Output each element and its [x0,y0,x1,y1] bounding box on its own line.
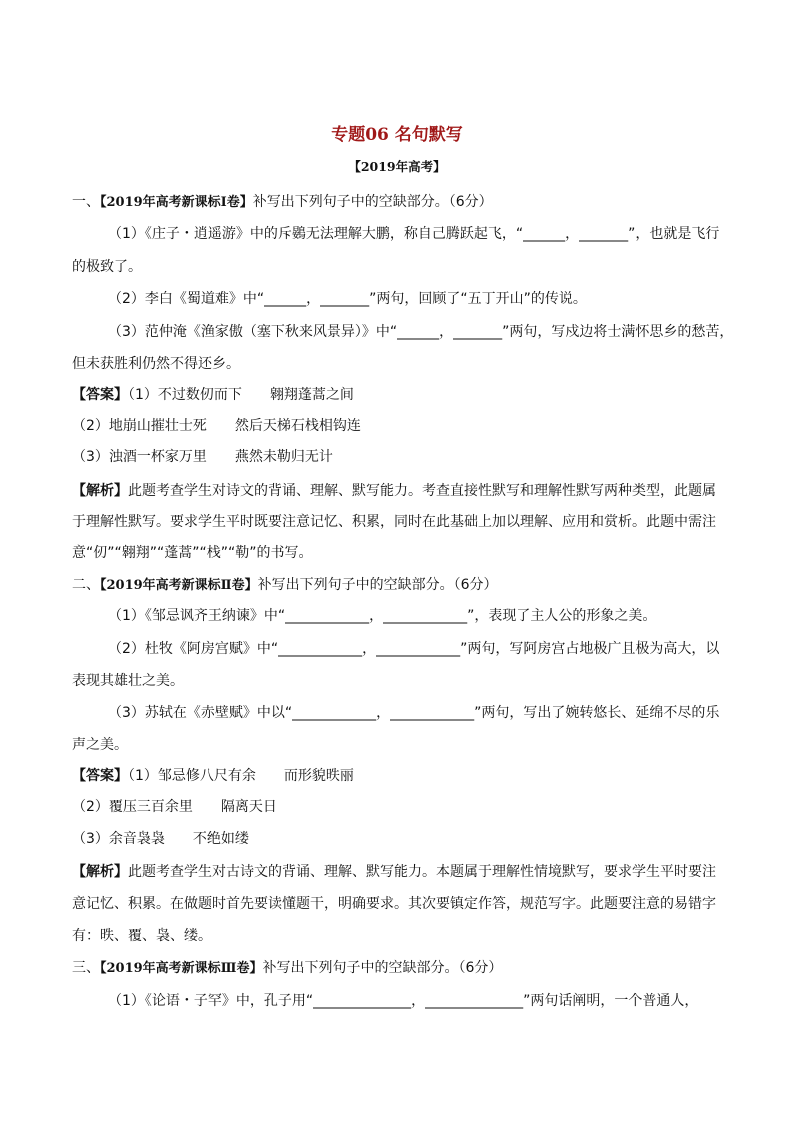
answer-line: （2）覆压三百余里 隔离天日 [72,799,277,815]
question-heading-3: 三、【2019年高考新课标Ⅲ卷】补写出下列句子中的空缺部分。（6分） [72,960,503,976]
analysis-line: 于理解性默写。要求学生平时既要注意记忆、积累，同时在此基础上加以理解、应用和赏析。此题中需注 [72,514,716,530]
answer-line: （2）地崩山摧壮士死 然后天梯石栈相钩连 [72,418,361,434]
analysis-label: 【解析】 [72,864,128,880]
question-item: （1）《邹忌讽齐王纳谏》中“____________，____________”，表现了主人公的形象之美。 [108,608,657,624]
question-item: （3）苏轼在《赤壁赋》中以“____________，____________”两句，写出了婉转悠长、延绵不尽的乐 [108,705,720,721]
question-item: （1）《论语・子罕》中，孔子用“______________，______________”两句话阐明，一个普通人， [108,993,699,1009]
analysis-line: 意“仞”“翱翔”“蓬蒿”“栈”“勒”的书写。 [72,545,313,561]
analysis-label: 【解析】 [72,483,128,499]
answer-label: 【答案】 [72,768,128,784]
question-item: 表现其雄壮之美。 [72,673,184,689]
analysis-line: 意记忆、积累。在做题时首先要读懂题干，明确要求。其次要镇定作答，规范写字。此题要注意的易错字 [72,896,716,912]
question-heading-2: 二、【2019年高考新课标Ⅱ卷】补写出下列句子中的空缺部分。（6分） [72,577,498,593]
question-item: 的极致了。 [72,259,142,275]
question-item: （3）范仲淹《渔家傲（塞下秋来风景异）》中“______，_______”两句，写戍边将士满怀思乡的愁苦， [108,324,734,340]
answer-line: （3）浊酒一杯家万里 燕然未勒归无计 [72,449,333,465]
question-item: 声之美。 [72,737,128,753]
analysis-line: 【解析】此题考查学生对古诗文的背诵、理解、默写能力。本题属于理解性情境默写，要求学生平时要注 [72,864,716,880]
question-item: （2）杜牧《阿房宫赋》中“____________，____________”两句，写阿房宫占地极广且极为高大，以 [108,641,720,657]
answer-line: 【答案】（1）不过数仞而下 翱翔蓬蒿之间 [72,387,354,403]
question-heading-1: 一、【2019年高考新课标Ⅰ卷】补写出下列句子中的空缺部分。（6分） [72,194,493,210]
analysis-line: 有：昳、覆、袅、缕。 [72,928,212,944]
answer-line: （3）余音袅袅 不绝如缕 [72,831,249,847]
question-item: 但未获胜利仍然不得还乡。 [72,356,240,372]
document-title: 专题06 名句默写 [331,125,463,145]
analysis-line: 【解析】此题考查学生对诗文的背诵、理解、默写能力。考查直接性默写和理解性默写两种类型，此题属 [72,483,716,499]
question-item: （2）李白《蜀道难》中“______，_______”两句，回顾了“五丁开山”的传说。 [108,291,587,307]
answer-label: 【答案】 [72,387,128,403]
answer-line: 【答案】（1）邹忌修八尺有余 而形貌昳丽 [72,768,354,784]
question-item: （1）《庄子・逍遥游》中的斥鷃无法理解大鹏，称自己腾跃起飞，“______，_______”，也就是飞行 [108,226,720,242]
section-subtitle: 【2019年高考】 [348,159,446,174]
